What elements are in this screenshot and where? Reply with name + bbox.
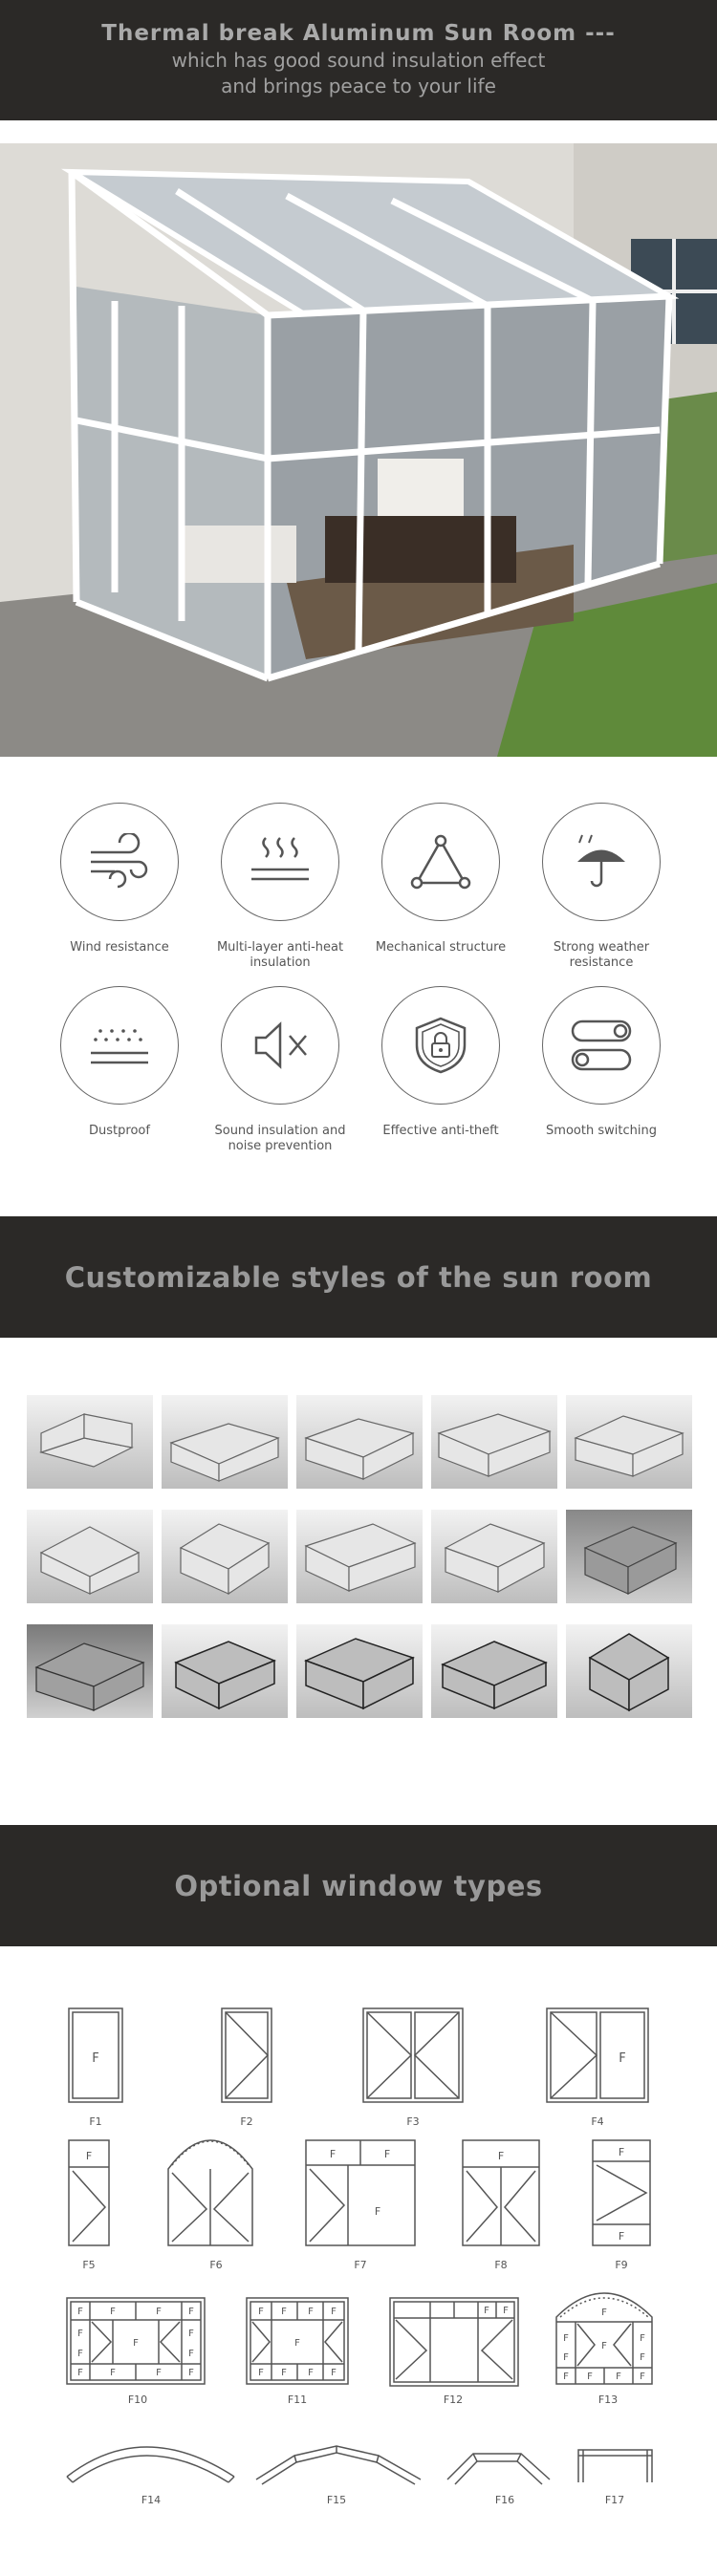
feature-label: Smooth switching	[546, 1124, 657, 1138]
hero-title: Thermal break Aluminum Sun Room ---	[101, 21, 616, 46]
window-glyph: F	[331, 2307, 337, 2317]
feature-circle	[381, 986, 500, 1105]
mute-icon	[247, 1017, 314, 1074]
window-glyph: F	[618, 2230, 625, 2243]
window-f8	[463, 2140, 539, 2245]
feature-circle	[60, 803, 179, 921]
window-glyph: F	[258, 2307, 264, 2317]
window-label-f3: F3	[406, 2115, 420, 2128]
feature-circle	[221, 803, 339, 921]
window-f3	[363, 2008, 463, 2102]
window-label-f5: F5	[82, 2259, 96, 2271]
feature-label: Mechanical structure	[375, 940, 507, 955]
window-f12	[390, 2298, 518, 2386]
window-glyph: F	[188, 2307, 194, 2317]
feature-wind	[38, 803, 201, 955]
window-f9	[593, 2140, 650, 2245]
style-thumbnail	[162, 1395, 288, 1489]
window-glyph: F	[308, 2307, 314, 2317]
window-glyph: F	[563, 2372, 569, 2382]
feature-anti-theft	[359, 986, 522, 1139]
window-glyph: F	[156, 2307, 162, 2317]
window-f10	[67, 2298, 205, 2384]
feature-heat-insulation	[199, 803, 361, 971]
style-thumbnail	[296, 1510, 423, 1603]
window-f5	[69, 2140, 109, 2245]
window-label-f16: F16	[494, 2494, 515, 2506]
window-glyph: F	[563, 2352, 569, 2363]
toggle-switch-icon	[568, 1017, 635, 1074]
window-types-grid	[0, 1997, 717, 2532]
window-label-f14: F14	[141, 2494, 162, 2506]
window-glyph: F	[92, 2051, 99, 2066]
feature-label: Effective anti-theft	[382, 1124, 499, 1138]
window-glyph: F	[329, 2148, 337, 2160]
window-glyph: F	[85, 2150, 93, 2162]
feature-weather	[520, 803, 683, 971]
sunroom-photo	[0, 143, 717, 757]
window-f16	[447, 2454, 550, 2484]
window-glyph: F	[587, 2372, 593, 2382]
style-thumbnail	[431, 1395, 557, 1489]
style-thumbnail	[162, 1510, 288, 1603]
hero-banner	[0, 0, 717, 120]
window-glyph: F	[77, 2349, 83, 2359]
feature-smooth-switching	[520, 986, 683, 1139]
feature-circle	[542, 803, 661, 921]
windows-section-banner	[0, 1825, 717, 1946]
feature-label: Strong weather resistance	[553, 940, 650, 970]
window-glyph: F	[503, 2306, 509, 2316]
feature-sound-insulation	[199, 986, 361, 1154]
feature-circle	[221, 986, 339, 1105]
styles-section-title: Customizable styles of the sun room	[64, 1260, 653, 1294]
feature-label: Sound insulation and noise prevention	[214, 1124, 346, 1153]
window-label-f7: F7	[354, 2259, 367, 2271]
window-f14	[67, 2447, 234, 2482]
window-glyph: F	[601, 2308, 607, 2318]
window-glyph: F	[308, 2368, 314, 2378]
window-glyph: F	[77, 2329, 83, 2339]
window-label-f10: F10	[127, 2394, 148, 2406]
window-glyph: F	[640, 2333, 645, 2344]
window-glyph: F	[110, 2307, 116, 2317]
window-f15	[256, 2446, 421, 2484]
window-glyph: F	[188, 2329, 194, 2339]
hero-subtitle-line1: which has good sound insulation effect	[171, 49, 546, 72]
style-thumbnail	[296, 1624, 423, 1718]
feature-circle	[60, 986, 179, 1105]
window-glyph: F	[258, 2368, 264, 2378]
window-f2	[222, 2008, 272, 2102]
style-thumbnail	[296, 1395, 423, 1489]
dust-icon	[86, 1017, 153, 1074]
window-label-f11: F11	[287, 2394, 308, 2406]
window-label-f12: F12	[443, 2394, 464, 2406]
window-f11	[247, 2298, 348, 2384]
feature-circle	[381, 803, 500, 921]
style-thumbnail	[162, 1624, 288, 1718]
window-label-f1: F1	[89, 2115, 102, 2128]
window-glyph: F	[77, 2307, 83, 2317]
window-glyph: F	[281, 2307, 287, 2317]
window-glyph: F	[281, 2368, 287, 2378]
umbrella-icon	[568, 833, 635, 891]
style-thumbnail	[27, 1510, 153, 1603]
window-glyph: F	[188, 2368, 194, 2378]
style-thumbnail	[431, 1510, 557, 1603]
window-glyph: F	[294, 2338, 300, 2349]
window-glyph: F	[133, 2338, 139, 2349]
window-glyph: F	[640, 2372, 645, 2382]
window-label-f2: F2	[240, 2115, 253, 2128]
windows-section-title: Optional window types	[174, 1869, 543, 1902]
window-f7	[306, 2140, 415, 2245]
window-f4	[547, 2008, 648, 2102]
window-glyph: F	[619, 2051, 626, 2066]
window-label-f17: F17	[604, 2494, 625, 2506]
window-glyph: F	[484, 2306, 489, 2316]
window-label-f15: F15	[326, 2494, 347, 2506]
styles-section-banner	[0, 1216, 717, 1338]
window-glyph: F	[618, 2146, 625, 2158]
heat-insulation-icon	[247, 833, 314, 891]
triangle-structure-icon	[407, 833, 474, 891]
window-glyph: F	[383, 2148, 391, 2160]
feature-label: Multi-layer anti-heat insulation	[216, 940, 344, 970]
window-glyph: F	[563, 2333, 569, 2344]
window-glyph: F	[331, 2368, 337, 2378]
feature-circle	[542, 986, 661, 1105]
wind-icon	[86, 833, 153, 891]
window-label-f13: F13	[598, 2394, 619, 2406]
window-glyph: F	[640, 2352, 645, 2363]
window-label-f4: F4	[591, 2115, 604, 2128]
style-thumbnail	[566, 1624, 692, 1718]
window-f13	[556, 2293, 652, 2384]
style-thumbnail	[566, 1395, 692, 1489]
window-glyph: F	[156, 2368, 162, 2378]
window-f1	[69, 2008, 122, 2102]
window-label-f9: F9	[615, 2259, 628, 2271]
window-label-f8: F8	[494, 2259, 508, 2271]
style-thumbnail	[27, 1624, 153, 1718]
hero-subtitle-line2: and brings peace to your life	[221, 75, 496, 97]
window-f17	[578, 2450, 652, 2482]
window-glyph: F	[601, 2341, 607, 2351]
style-thumbnail	[566, 1510, 692, 1603]
feature-label: Dustproof	[89, 1124, 150, 1138]
window-glyph: F	[188, 2349, 194, 2359]
window-glyph: F	[77, 2368, 83, 2378]
window-glyph: F	[616, 2372, 621, 2382]
window-glyph: F	[497, 2150, 505, 2162]
window-glyph: F	[374, 2205, 381, 2218]
feature-dustproof	[38, 986, 201, 1139]
style-thumbnail	[431, 1624, 557, 1718]
feature-structure	[359, 803, 522, 955]
shield-lock-icon	[407, 1015, 474, 1076]
window-f6	[168, 2140, 252, 2245]
style-thumbnail	[27, 1395, 153, 1489]
window-label-f6: F6	[209, 2259, 223, 2271]
window-glyph: F	[110, 2368, 116, 2378]
feature-label: Wind resistance	[70, 940, 169, 955]
